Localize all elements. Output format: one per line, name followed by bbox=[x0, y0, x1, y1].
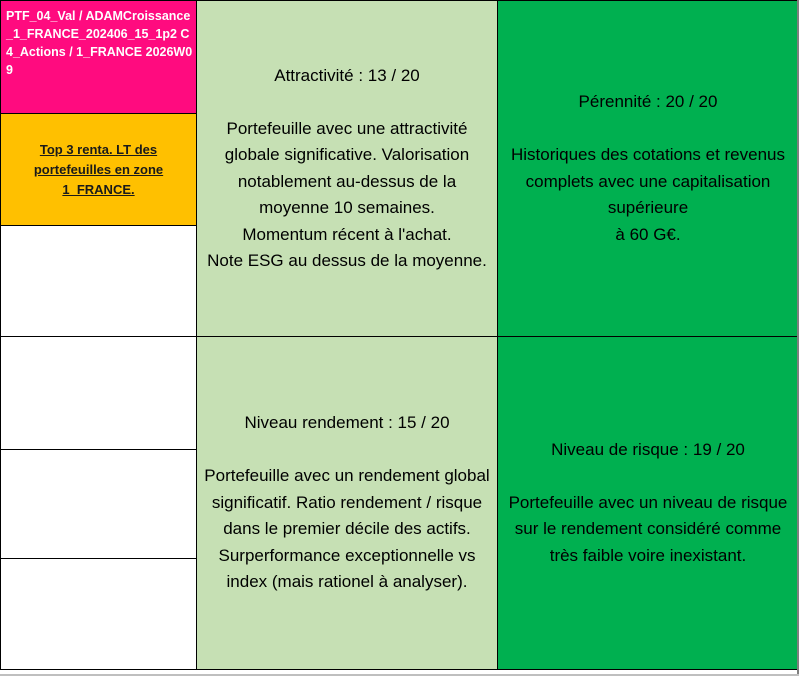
attractivite-card bbox=[196, 0, 498, 337]
empty-cell bbox=[0, 336, 197, 450]
attractivite-text: Attractivité : 13 / 20 Portefeuille avec une attractivité globale significative. Valorisation notablement au-dessus de la moyenne 10 semaines. Momentum récent à l'achat. Note ESG au dessus de la moyenne. bbox=[207, 65, 487, 270]
portfolio-title-cell bbox=[0, 0, 197, 114]
empty-cell bbox=[0, 558, 197, 670]
perennite-text: Pérennité : 20 / 20 Historiques des cotations et revenus complets avec une capitalisation supérieure à 60 G€. bbox=[510, 92, 786, 244]
empty-cell bbox=[0, 449, 197, 559]
top3-label-cell bbox=[0, 113, 197, 226]
rendement-card bbox=[196, 336, 498, 670]
rendement-text: Niveau rendement : 15 / 20 Portefeuille avec un rendement global significatif. Ratio rendement / risque dans le premier décile des actifs. Surperformance exceptionnelle vs index (mais rationel à analyser). bbox=[204, 413, 490, 592]
perennite-card bbox=[497, 0, 799, 337]
risque-card bbox=[497, 336, 799, 670]
top3-label-text: Top 3 renta. LT des portefeuilles en zone 1_FRANCE. bbox=[33, 141, 164, 197]
portfolio-title-text: PTF_04_Val / ADAMCroissance_1_FRANCE_202406_15_1p2 C4_Actions / 1_FRANCE 2026W09 bbox=[6, 9, 193, 77]
empty-cell bbox=[0, 225, 197, 337]
risque-text: Niveau de risque : 19 / 20 Portefeuille avec un niveau de risque sur le rendement considéré comme très faible voire inexistant. bbox=[508, 439, 788, 565]
